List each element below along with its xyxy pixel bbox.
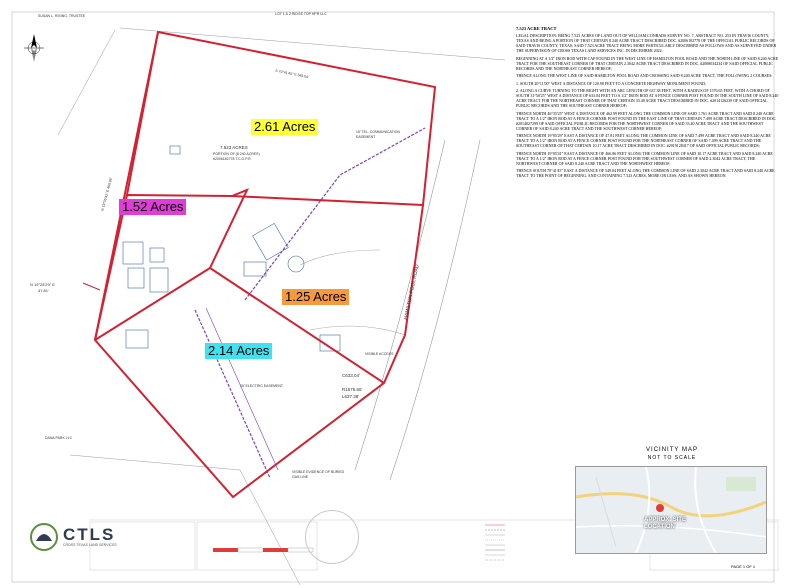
legal-paragraph-6: THENCE NORTH 46°35'25" WEST A DISTANCE OF 462.99 FEET ALONG THE COMMON LINE OF SAID 1.761 ACRE TRACT AND SAID 8.240 ACRE TRACT TO A 1/2" IRON ROD AT A FENCE CORNER POST FOUND IN THE EAST LINE OF THAT CERTAIN 7.499 ACRE TRACT DESCRIBED IN DOC. #2014027299 OF SAID OFFICIAL PUBLIC RECORDS FOR THE NORTHWEST CORNER OF SAID 33.40 ACRE TRACT AND THE SOUTHWEST CORNER OF SAID 8.240 ACRE TRACT AND THE SOUTHWEST CORNER HEREOF; bbox=[516, 110, 777, 131]
road-edge-east bbox=[390, 140, 480, 480]
west-jog bbox=[83, 283, 100, 290]
approx-line-2: LOCATION bbox=[644, 524, 675, 530]
approx-site-location bbox=[644, 517, 686, 531]
telecom-easement bbox=[245, 128, 425, 300]
road-edge-west bbox=[355, 140, 445, 470]
visible-access: VISIBLE ACCESS bbox=[365, 352, 394, 356]
vicinity-map-drawing bbox=[576, 467, 766, 553]
electric-easement-2 bbox=[206, 308, 278, 470]
label-2-14-acres: 2.14 Acres bbox=[205, 343, 272, 359]
vicinity-title-1: VICINITY MAP bbox=[646, 447, 698, 453]
electric-easement bbox=[195, 310, 270, 478]
ctls-logo-icon bbox=[28, 521, 60, 553]
ctls-logo-text: CTLS bbox=[63, 525, 116, 544]
dist-1: N 19°28'29" E bbox=[30, 282, 55, 287]
tract-doc: #2006182778 T.C.O.P.R. bbox=[213, 157, 252, 161]
tract-portion: PORTION OF (8.240 ACRES) bbox=[213, 152, 260, 156]
visible-evidence: VISIBLE EVIDENCE OF BURIED GAS LINE bbox=[292, 470, 345, 479]
legal-paragraph-9: THENCE SOUTH 70°41'45" EAST A DISTANCE OF 549.04 FEET ALONG THE COMMON LINE OF SAID 2.3042 ACRE TRACT AND SAID 8.240 ACRE TRACT TO THE POINT OF BEGINNING, AND CONTAINING 7.523 ACRES, MORE OR LESS, AND AS SHOWN HEREON. bbox=[516, 168, 775, 178]
driveway bbox=[300, 250, 380, 265]
legal-paragraph-2: BEGINNING AT A 1/2" IRON ROD WITH CAP FOUND IN THE WEST LINE OF HAMILTON POOL ROAD AND THE NORTH LINE OF SAID 8.240 ACRE TRACT FOR THE SOUTHEAST CORNER OF THAT CERTAIN 2.3042 ACRE TRACT DESCRIBED IN DOC. #2008034234 OF SAID OFFICIAL PUBLIC RECORDS AND THE NORTHEAST CORNER HEREOF; bbox=[516, 55, 779, 71]
vicinity-map bbox=[575, 466, 767, 554]
parcel-boundaries bbox=[95, 32, 435, 497]
site-marker-icon bbox=[656, 504, 664, 512]
elec-easement: 15' ELECTRIC EASEMENT bbox=[240, 384, 284, 388]
owner-top-left: SUSAN L. RISING, TRUSTEE bbox=[38, 14, 86, 18]
approx-line-1: APPROX. SITE bbox=[644, 517, 687, 523]
owner-top-mid: LOT 1 & 2 RIDGE TOP HPR LLC bbox=[275, 12, 327, 16]
dist-2: 47.81' bbox=[38, 288, 49, 293]
vicinity-title-2: NOT TO SCALE bbox=[647, 455, 697, 461]
legal-paragraph-4: 1. SOUTH 20°11'00" WEST A DISTANCE OF 120.98 FEET TO A CONCRETE HIGHWAY MONUMENT FOUND; bbox=[516, 80, 707, 86]
split-line-b bbox=[127, 32, 158, 195]
label-2-61-acres: 2.61 Acres bbox=[251, 119, 318, 135]
page-number: PAGE 1 OF 1 bbox=[731, 564, 756, 569]
legal-title: 7.523 ACRE TRACT bbox=[516, 26, 557, 31]
north-arrow-icon bbox=[24, 34, 44, 62]
road-name: HAMILTON POOL ROAD bbox=[403, 264, 421, 321]
legal-paragraph-8: THENCE NORTH 19°05'41" EAST A DISTANCE OF 466.86 FEET ALONG THE COMMON LINE OF SAID 10.17 ACRE TRACT AND SAID 8.240 ACRE TRACT TO A 1/2" IRON ROD AT A FENCE CORNER POST FOUND FOR THE SOUTHWEST CORNER OF SAID 2.3042 ACRE TRACT, THE NORTHWEST CORNER OF SAID 8.240 ACRE TRACT AND THE NORTHWEST HEREOF; bbox=[516, 150, 773, 166]
label-1-25-acres: 1.25 Acres bbox=[282, 289, 349, 305]
bearing-left: N 19°05'41" E 466.86' bbox=[100, 177, 114, 212]
telecom-easement-label: 15' TEL. COMMUNICATION EASEMENT bbox=[356, 130, 400, 139]
surveyor-seal-icon bbox=[305, 510, 359, 564]
legal-description bbox=[516, 26, 780, 181]
label-1-52-acres: 1.52 Acres bbox=[119, 199, 186, 215]
curve-1: C633.04' bbox=[342, 373, 360, 378]
bearing-top: S 70°41'45" E 549.04' bbox=[274, 68, 310, 80]
adjacent-line-west bbox=[58, 30, 115, 135]
owner-bottom: DANA PARK LLC bbox=[45, 436, 73, 440]
building-group bbox=[123, 146, 340, 351]
ctls-logo-subtext: CROSS TEXAS LAND SERVICES bbox=[63, 543, 117, 547]
vicinity-title bbox=[622, 446, 722, 462]
split-line-a bbox=[95, 195, 423, 340]
curve-3: L637.38' bbox=[342, 394, 360, 399]
scale-bar bbox=[213, 548, 313, 552]
legal-paragraph-3: THENCE ALONG THE WEST LINE OF SAID HAMILTON POOL ROAD AND CROSSING SAID 8.240 ACRE TRACT, THE FOLLOWING 2 COURSES: bbox=[516, 73, 773, 78]
split-line-d bbox=[95, 268, 210, 340]
tract-outline bbox=[95, 32, 435, 497]
legend-symbols bbox=[485, 525, 505, 560]
title-block-cell-2 bbox=[197, 522, 317, 570]
curve-2: R1576.65' bbox=[342, 387, 363, 392]
tract-area: 7.523 ACRES bbox=[220, 145, 248, 150]
adjacent-line-north bbox=[120, 28, 505, 60]
legal-paragraph-7: THENCE NORTH 19°05'29" EAST A DISTANCE OF 47.81 FEET ALONG THE COMMON LINE OF SAID 7.499 ACRE TRACT AND SAID 8.240 ACRE TRACT TO A 1/2" IRON ROD AT A FENCE CORNER POST FOUND FOR THE NORTHEAST CORNER OF SAID 7.499 ACRE TRACT AND THE SOUTHEAST CORNER OF THAT CERTAIN 10.17 ACRE TRACT DESCRIBED IN DOC. #2019128417 OF SAID OFFICIAL PUBLIC RECORDS; bbox=[516, 133, 771, 148]
driveway-2 bbox=[310, 326, 405, 335]
legal-paragraph-1: LEGAL DESCRIPTION: BEING 7.523 ACRES OF LAND OUT OF WILLIAM CONRADS SURVEY NO. 7, ABSTRACT NO. 253 IN TRAVIS COUNTY, TEXAS AND BEING A PORTION OF THAT CERTAIN 8.240 ACRE TRACT DESCRIBED DOC. #2006182778 OF THE OFFICIAL PUBLIC RECORDS OF SAID TRAVIS COUNTY, TEXAS; SAID 7.523 ACRE TRACT BEING MORE PARTICULARLY DESCRIBED AS FOLLOWS AND AS SURVEYED UNDER THE SUPERVISION OF CROSS TEXAS LAND SERVICES INC. IN DECEMBER 2022: bbox=[516, 33, 777, 53]
legal-paragraph-5: 2. ALONG A CURVE TURNING TO THE RIGHT WITH AN ARC LENGTH OF 637.38 FEET, WITH A RADIUS OF 1576.65 FEET, WITH A CHORD OF SOUTH 31°50'25" WEST A DISTANCE OF 633.04 FEET TO A 1/2" IRON ROD AT A FENCE CORNER POST FOUND IN THE SOUTH LINE OF SAID 8.240 ACRE TRACT FOR THE NORTHEAST CORNER OF THAT CERTAIN 33.40 ACRE TRACT DESCRIBED IN DOC. #2014126239 OF SAID OFFICIAL PUBLIC RECORDS AND THE SOUTHEAST CORNER HEREOF; bbox=[516, 88, 779, 108]
